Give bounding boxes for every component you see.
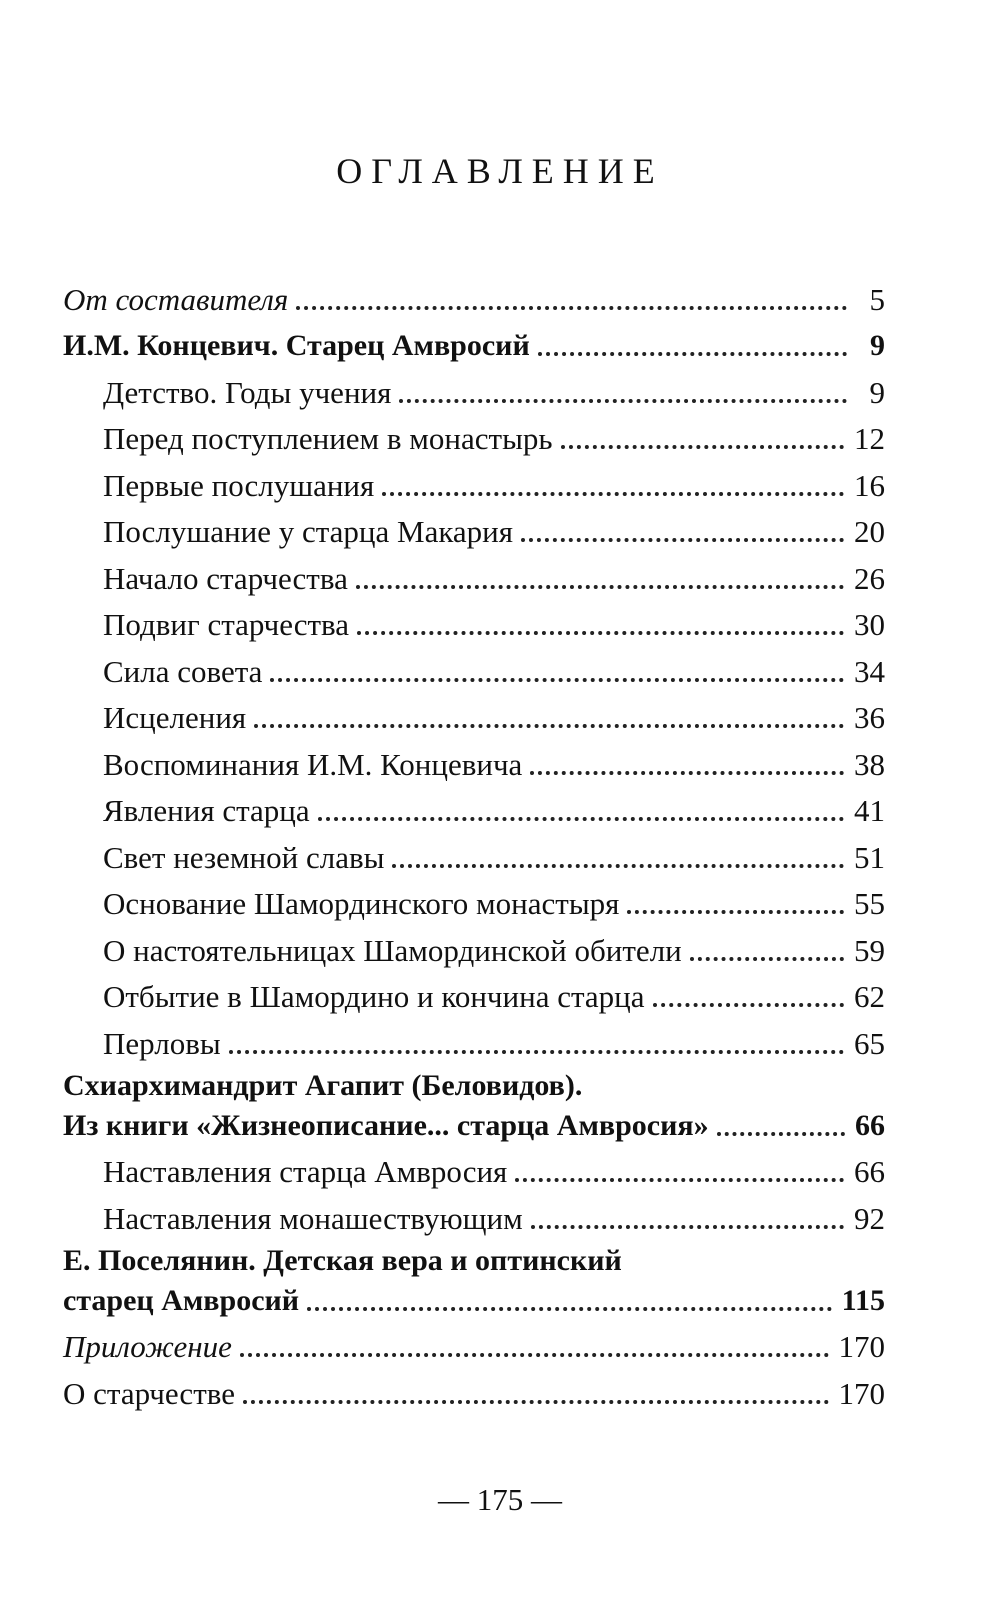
- toc-entry-page: 12: [854, 421, 885, 456]
- dot-leader: [521, 536, 844, 542]
- toc-entry[interactable]: [63, 877, 885, 924]
- toc-entry-page: 62: [854, 979, 885, 1014]
- toc-entry[interactable]: [63, 319, 885, 366]
- toc-entry-label: Наставления старца Амвросия: [103, 1154, 508, 1189]
- toc-entry-page: 41: [854, 793, 885, 828]
- toc-entry-page: 9: [869, 374, 885, 410]
- dot-leader: [538, 350, 847, 356]
- toc-entry-label: Основание Шамординского монастыря: [103, 886, 620, 921]
- toc-entry[interactable]: [63, 691, 885, 738]
- dot-leader: [530, 769, 844, 775]
- toc-entry-label: Детство. Годы учения: [103, 374, 392, 410]
- toc-entry-page: 59: [854, 932, 885, 968]
- dot-leader: [243, 1398, 829, 1404]
- toc-entry[interactable]: [63, 1016, 885, 1063]
- toc-entry-page: 170: [838, 1375, 885, 1411]
- toc-entry-label: Начало старчества: [103, 560, 348, 596]
- toc-entry-page: 92: [854, 1200, 885, 1236]
- toc-entry-multiline[interactable]: [63, 1067, 885, 1145]
- toc-entry[interactable]: [63, 551, 885, 598]
- toc-entry-label: Послушание у старца Макария: [103, 514, 514, 549]
- toc-entry-label: Приложение: [63, 1329, 232, 1364]
- dot-leader: [296, 304, 847, 310]
- toc-entry-page: 55: [854, 886, 885, 921]
- toc-entry[interactable]: [63, 505, 885, 552]
- toc-entry-label: Первые послушания: [103, 467, 375, 503]
- toc-entry-multiline[interactable]: [63, 1242, 885, 1320]
- toc-entry[interactable]: [63, 1320, 885, 1367]
- toc-entry-page: 170: [838, 1329, 885, 1364]
- dot-leader: [392, 862, 844, 868]
- toc-entry-page: 9: [870, 329, 885, 362]
- table-of-contents: [63, 272, 885, 1413]
- toc-entry-page: 115: [841, 1283, 885, 1317]
- toc-entry-page: 38: [854, 746, 885, 782]
- dot-leader: [382, 490, 844, 496]
- toc-entry-label-line1: Схиархимандрит Агапит (Беловидов).: [63, 1068, 583, 1102]
- dot-leader: [515, 1176, 844, 1182]
- dot-leader: [357, 629, 844, 635]
- page-title: ОГЛАВЛЕНИЕ: [336, 151, 664, 191]
- toc-entry-page: 65: [854, 1025, 885, 1061]
- toc-entry-label: Перловы: [103, 1025, 221, 1061]
- toc-entry[interactable]: [63, 644, 885, 691]
- dot-leader: [690, 955, 844, 961]
- toc-entry-label-line2: Из книги «Жизнеописание... старца Амвросия»: [63, 1108, 709, 1142]
- toc-entry-page: 66: [854, 1154, 885, 1189]
- toc-entry-page: 30: [854, 607, 885, 642]
- toc-entry[interactable]: [63, 784, 885, 831]
- toc-entry-line2: [63, 1278, 885, 1320]
- toc-entry-label: Наставления монашествующим: [103, 1200, 523, 1236]
- toc-entry[interactable]: [63, 1366, 885, 1413]
- page-number: — 175 —: [438, 1482, 562, 1517]
- dot-leader: [561, 443, 844, 449]
- toc-entry-page: 66: [855, 1108, 885, 1142]
- toc-entry-label: Воспоминания И.М. Концевича: [103, 746, 523, 782]
- toc-entry-label: Подвиг старчества: [103, 607, 350, 642]
- dot-leader: [627, 908, 844, 914]
- toc-entry-label: От составителя: [63, 281, 289, 317]
- toc-entry-label: О настоятельницах Шамординской обители: [103, 932, 682, 968]
- dot-leader: [254, 722, 844, 728]
- toc-entry-page: 20: [854, 514, 885, 549]
- toc-entry[interactable]: [63, 1191, 885, 1238]
- dot-leader: [399, 397, 847, 403]
- toc-entry[interactable]: [63, 412, 885, 459]
- toc-entry[interactable]: [63, 1145, 885, 1192]
- toc-entry-page: 5: [869, 281, 885, 317]
- toc-entry-page: 36: [854, 700, 885, 735]
- toc-entry-page: 26: [854, 560, 885, 596]
- toc-entry-page: 34: [854, 653, 885, 689]
- toc-entry-label-line2: старец Амвросий: [63, 1283, 300, 1317]
- toc-entry[interactable]: [63, 970, 885, 1017]
- toc-entry-label: О старчестве: [63, 1375, 235, 1411]
- toc-entry-label: Отбытие в Шамордино и кончина старца: [103, 979, 645, 1014]
- dot-leader: [356, 583, 844, 589]
- toc-entry-line2: [63, 1103, 885, 1145]
- dot-leader: [531, 1223, 844, 1229]
- dot-leader: [653, 1001, 844, 1007]
- dot-leader: [270, 676, 844, 682]
- dot-leader: [229, 1048, 844, 1054]
- toc-entry[interactable]: [63, 365, 885, 412]
- toc-entry-label: Свет неземной славы: [103, 839, 385, 875]
- toc-entry[interactable]: [63, 923, 885, 970]
- toc-entry[interactable]: [63, 272, 885, 319]
- toc-entry-page: 16: [854, 467, 885, 503]
- toc-entry-label: Исцеления: [103, 700, 247, 735]
- toc-entry[interactable]: [63, 458, 885, 505]
- toc-entry-label: Явления старца: [103, 793, 310, 828]
- dot-leader: [318, 815, 844, 821]
- toc-entry-label: Перед поступлением в монастырь: [103, 421, 553, 456]
- toc-entry[interactable]: [63, 737, 885, 784]
- toc-entry-label: И.М. Концевич. Старец Амвросий: [63, 329, 530, 362]
- toc-entry-page: 51: [854, 839, 885, 875]
- toc-entry-label-line1: Е. Поселянин. Детская вера и оптинский: [63, 1243, 622, 1277]
- toc-entry[interactable]: [63, 830, 885, 877]
- dot-leader: [307, 1305, 832, 1311]
- toc-entry-label: Сила совета: [103, 653, 263, 689]
- dot-leader: [240, 1351, 829, 1357]
- dot-leader: [717, 1130, 845, 1136]
- toc-entry[interactable]: [63, 598, 885, 645]
